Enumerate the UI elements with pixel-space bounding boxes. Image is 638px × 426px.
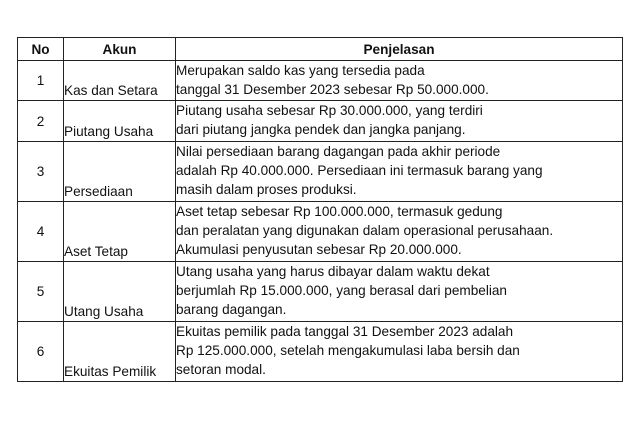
account-name: Piutang Usaha	[64, 101, 176, 142]
account-description	[176, 142, 623, 202]
table-row	[18, 262, 623, 322]
table-row	[18, 322, 623, 382]
description-line: barang dagangan.	[176, 302, 287, 317]
row-number: 3	[18, 142, 64, 202]
table-header-row	[18, 38, 623, 61]
table-row	[18, 61, 623, 101]
row-number: 1	[18, 61, 64, 101]
account-description	[176, 101, 623, 142]
description-line: Ekuitas pemilik pada tanggal 31 Desember 2023 adalah	[176, 324, 514, 339]
row-number: 4	[18, 202, 64, 262]
accounts-table	[17, 37, 623, 382]
header-penjelasan: Penjelasan	[176, 38, 623, 61]
header-akun: Akun	[64, 38, 176, 61]
description-line: Utang usaha yang harus dibayar dalam waktu dekat	[176, 264, 490, 279]
table-row	[18, 142, 623, 202]
description-line: dan peralatan yang digunakan dalam operasional perusahaan.	[176, 223, 554, 238]
row-number: 2	[18, 101, 64, 142]
account-description	[176, 202, 623, 262]
description-line: Merupakan saldo kas yang tersedia pada	[176, 63, 425, 78]
account-description	[176, 322, 623, 382]
description-line: dari piutang jangka pendek dan jangka panjang.	[176, 122, 466, 137]
row-number: 5	[18, 262, 64, 322]
description-line: Akumulasi penyusutan sebesar Rp 20.000.000.	[176, 242, 462, 257]
description-line: berjumlah Rp 15.000.000, yang berasal dari pembelian	[176, 283, 507, 298]
account-name: Aset Tetap	[64, 202, 176, 262]
description-line: Piutang usaha sebesar Rp 30.000.000, yang terdiri	[176, 103, 483, 118]
description-line: adalah Rp 40.000.000. Persediaan ini termasuk barang yang	[176, 163, 543, 178]
account-description	[176, 262, 623, 322]
description-line: masih dalam proses produksi.	[176, 182, 357, 197]
description-line: Aset tetap sebesar Rp 100.000.000, termasuk gedung	[176, 204, 503, 219]
account-name: Ekuitas Pemilik	[64, 322, 176, 382]
account-name: Utang Usaha	[64, 262, 176, 322]
header-no: No	[18, 38, 64, 61]
description-line: Rp 125.000.000, setelah mengakumulasi laba bersih dan	[176, 343, 520, 358]
row-number: 6	[18, 322, 64, 382]
description-line: Nilai persediaan barang dagangan pada akhir periode	[176, 144, 501, 159]
table-row	[18, 202, 623, 262]
account-name: Kas dan Setara	[64, 61, 176, 101]
description-line: tanggal 31 Desember 2023 sebesar Rp 50.000.000.	[176, 82, 489, 97]
account-name: Persediaan	[64, 142, 176, 202]
account-description	[176, 61, 623, 101]
description-line: setoran modal.	[176, 362, 266, 377]
table-row	[18, 101, 623, 142]
